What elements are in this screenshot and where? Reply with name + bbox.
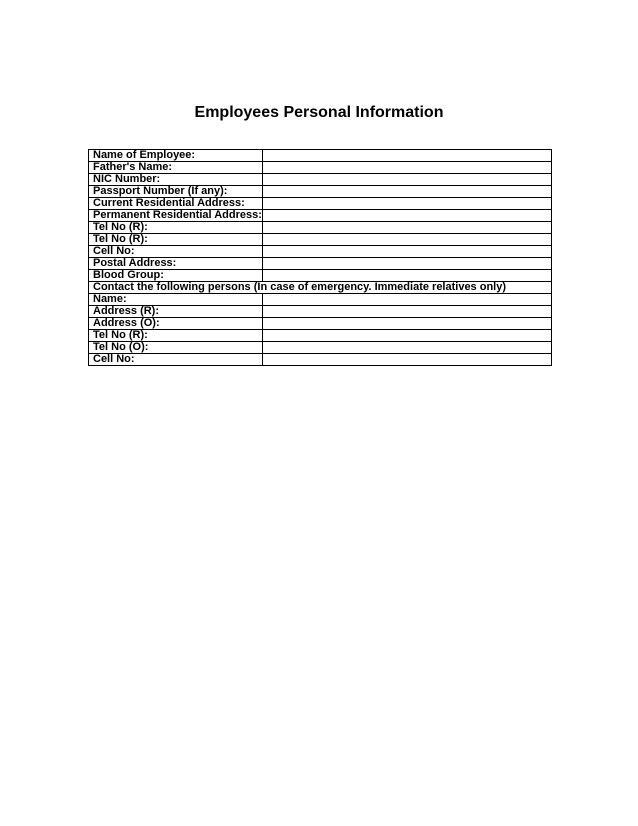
- blood-group-label: Blood Group:: [89, 270, 263, 282]
- nic-number-label: NIC Number:: [89, 174, 263, 186]
- form-row-emergency-address-office: [89, 318, 552, 330]
- emergency-tel-residence-field[interactable]: [263, 330, 552, 342]
- postal-address-label: Postal Address:: [89, 258, 263, 270]
- current-address-label: Current Residential Address:: [89, 198, 263, 210]
- father-name-field[interactable]: [263, 162, 552, 174]
- emergency-contact-heading: Contact the following persons (In case of emergency. Immediate relatives only): [89, 282, 552, 294]
- father-name-label: Father's Name:: [89, 162, 263, 174]
- emergency-cell-no-label: Cell No:: [89, 354, 263, 366]
- form-row-permanent-address: [89, 210, 552, 222]
- form-row-emergency-heading: [89, 282, 552, 294]
- tel-residence-1-field[interactable]: [263, 222, 552, 234]
- form-row-current-address: [89, 198, 552, 210]
- emergency-address-office-label: Address (O):: [89, 318, 263, 330]
- emergency-address-residence-field[interactable]: [263, 306, 552, 318]
- form-row-passport-number: [89, 186, 552, 198]
- blood-group-field[interactable]: [263, 270, 552, 282]
- tel-residence-2-field[interactable]: [263, 234, 552, 246]
- emergency-name-label: Name:: [89, 294, 263, 306]
- permanent-address-field[interactable]: [263, 210, 552, 222]
- passport-number-field[interactable]: [263, 186, 552, 198]
- form-row-nic-number: [89, 174, 552, 186]
- emergency-name-field[interactable]: [263, 294, 552, 306]
- nic-number-field[interactable]: [263, 174, 552, 186]
- document-title: Employees Personal Information: [194, 104, 444, 121]
- tel-residence-2-label: Tel No (R):: [89, 234, 263, 246]
- form-row-tel-residence-2: [89, 234, 552, 246]
- form-row-father-name: [89, 162, 552, 174]
- permanent-address-label: Permanent Residential Address:: [89, 210, 263, 222]
- passport-number-label: Passport Number (If any):: [89, 186, 263, 198]
- emergency-address-residence-label: Address (R):: [89, 306, 263, 318]
- form-row-emergency-name: [89, 294, 552, 306]
- cell-no-field[interactable]: [263, 246, 552, 258]
- form-row-emergency-tel-office: [89, 342, 552, 354]
- form-row-postal-address: [89, 258, 552, 270]
- emergency-tel-residence-label: Tel No (R):: [89, 330, 263, 342]
- emergency-address-office-field[interactable]: [263, 318, 552, 330]
- emergency-cell-no-field[interactable]: [263, 354, 552, 366]
- emergency-tel-office-field[interactable]: [263, 342, 552, 354]
- cell-no-label: Cell No:: [89, 246, 263, 258]
- form-row-cell-no: [89, 246, 552, 258]
- form-row-blood-group: [89, 270, 552, 282]
- form-row-emergency-tel-residence: [89, 330, 552, 342]
- current-address-field[interactable]: [263, 198, 552, 210]
- employee-name-label: Name of Employee:: [89, 150, 263, 162]
- form-row-emergency-cell-no: [89, 354, 552, 366]
- form-row-employee-name: [89, 150, 552, 162]
- postal-address-field[interactable]: [263, 258, 552, 270]
- emergency-tel-office-label: Tel No (O):: [89, 342, 263, 354]
- employee-name-field[interactable]: [263, 150, 552, 162]
- form-row-emergency-address-residence: [89, 306, 552, 318]
- employee-info-form: [88, 149, 552, 366]
- tel-residence-1-label: Tel No (R):: [89, 222, 263, 234]
- form-row-tel-residence-1: [89, 222, 552, 234]
